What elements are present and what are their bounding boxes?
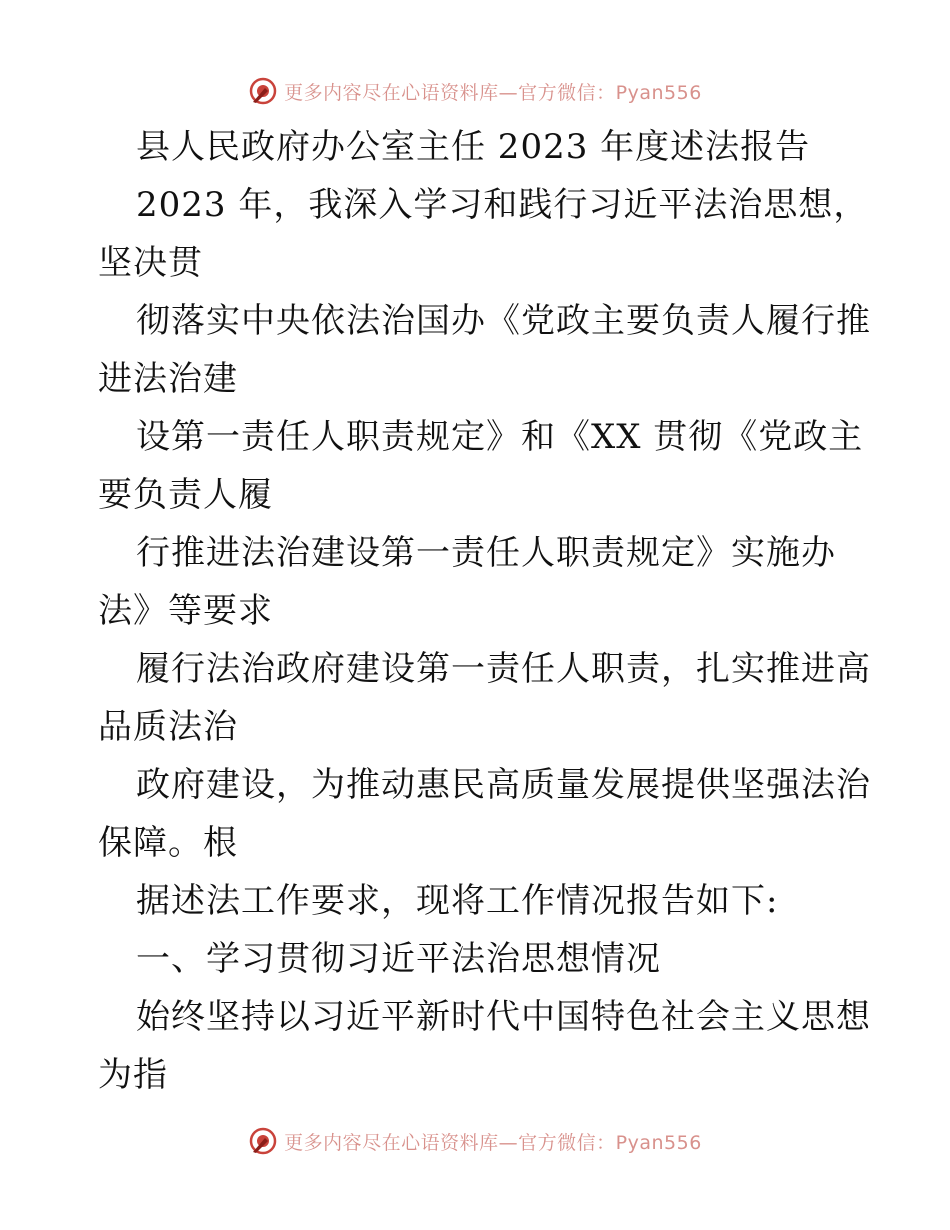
paragraph-line: 要负责人履 <box>98 475 273 515</box>
document-title: 县人民政府办公室主任 2023 年度述法报告 <box>136 127 811 167</box>
paragraph-line: 始终坚持以习近平新时代中国特色社会主义思想 <box>136 997 871 1037</box>
document-body <box>98 118 871 1104</box>
paragraph-line: 为指 <box>98 1055 168 1095</box>
paragraph-line: 履行法治政府建设第一责任人职责，扎实推进高 <box>136 649 871 689</box>
paragraph-line: 行推进法治建设第一责任人职责规定》实施办 <box>136 533 836 573</box>
section-heading: 一、学习贯彻习近平法治思想情况 <box>136 939 661 979</box>
paragraph-line: 法》等要求 <box>98 591 273 631</box>
header-watermark <box>0 71 950 111</box>
pen-logo-icon <box>248 76 278 106</box>
pen-logo-icon <box>248 1126 278 1156</box>
paragraph-line: 保障。根 <box>98 823 238 863</box>
paragraph-line: 2023 年，我深入学习和践行习近平法治思想， <box>136 185 869 225</box>
paragraph-line: 进法治建 <box>98 359 238 399</box>
watermark-text: 更多内容尽在心语资料库—官方微信：Pyan556 <box>284 81 702 104</box>
paragraph-line: 彻落实中央依法治国办《党政主要负责人履行推 <box>136 301 871 341</box>
paragraph-line: 品质法治 <box>98 707 238 747</box>
paragraph-line: 政府建设，为推动惠民高质量发展提供坚强法治 <box>136 765 871 805</box>
paragraph-line: 坚决贯 <box>98 243 203 283</box>
footer-watermark <box>0 1121 950 1161</box>
watermark-text: 更多内容尽在心语资料库—官方微信：Pyan556 <box>284 1131 702 1154</box>
paragraph-line: 设第一责任人职责规定》和《XX 贯彻《党政主 <box>136 417 864 457</box>
paragraph-line: 据述法工作要求，现将工作情况报告如下: <box>136 881 779 921</box>
